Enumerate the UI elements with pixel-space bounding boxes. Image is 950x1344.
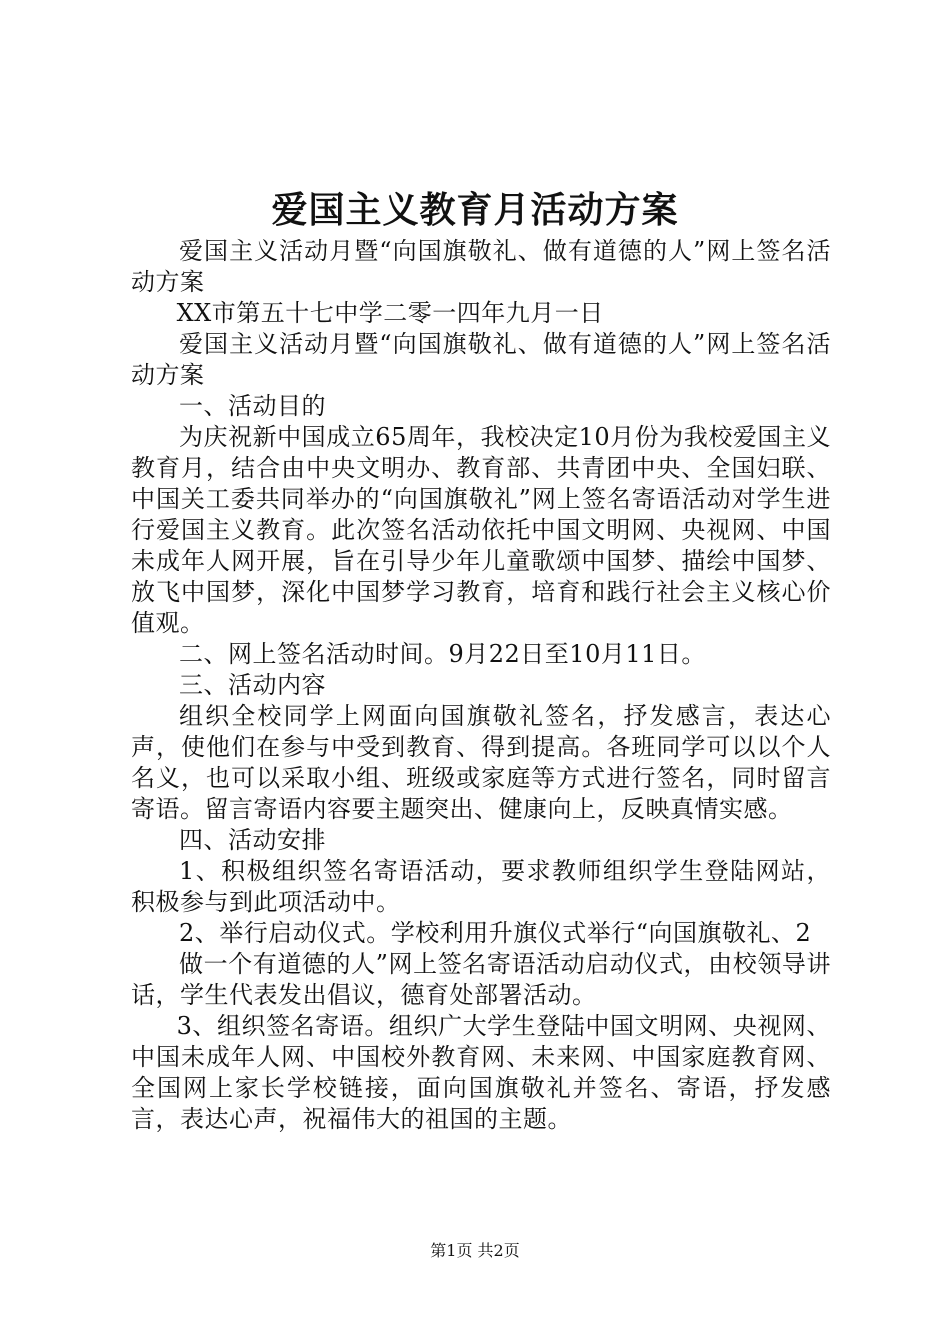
document-title: 爱国主义教育月活动方案 (271, 189, 679, 231)
paragraph-school-date: XX市第五十七中学二零一四年九月一日 (176, 299, 604, 327)
page-number-footer: 第1页 共2页 (430, 1241, 520, 1260)
heading-section-3: 三、活动内容 (179, 671, 326, 699)
document-body (131, 236, 831, 1135)
paragraph-subtitle: 爱国主义活动月暨“向国旗敬礼、做有道德的人”网上签名活动方案 (131, 237, 831, 296)
heading-section-4: 四、活动安排 (179, 826, 326, 854)
paragraph-arrangement-1: 1、积极组织签名寄语活动，要求教师组织学生登陆网站，积极参与到此项活动中。 (131, 857, 831, 916)
heading-section-1: 一、活动目的 (179, 392, 326, 420)
paragraph-content: 组织全校同学上网面向国旗敬礼签名，抒发感言，表达心声，使他们在参与中受到教育、得到提高。各班同学可以以个人名义，也可以采取小组、班级或家庭等方式进行签名，同时留言寄语。留言寄语内容要主题突出、健康向上，反映真情实感。 (131, 702, 831, 823)
paragraph-subtitle-repeat: 爱国主义活动月暨“向国旗敬礼、做有道德的人”网上签名活动方案 (131, 330, 831, 389)
paragraph-arrangement-2: 2、举行启动仪式。学校利用升旗仪式举行“向国旗敬礼、2 (179, 919, 812, 947)
paragraph-arrangement-2-continued: 做一个有道德的人”网上签名寄语活动启动仪式，由校领导讲话，学生代表发出倡议，德育处部署活动。 (131, 950, 831, 1009)
paragraph-purpose: 为庆祝新中国成立65周年，我校决定10月份为我校爱国主义教育月，结合由中央文明办、教育部、共青团中央、全国妇联、中国关工委共同举办的“向国旗敬礼”网上签名寄语活动对学生进行爱国主义教育。此次签名活动依托中国文明网、央视网、中国未成年人网开展，旨在引导少年儿童歌颂中国梦、描绘中国梦、放飞中国梦，深化中国梦学习教育，培育和践行社会主义核心价值观。 (131, 423, 831, 637)
paragraph-time: 二、网上签名活动时间。9月22日至10月11日。 (179, 640, 706, 668)
paragraph-arrangement-3: 3、组织签名寄语。组织广大学生登陆中国文明网、央视网、中国未成年人网、中国校外教育网、未来网、中国家庭教育网、全国网上家长学校链接，面向国旗敬礼并签名、寄语，抒发感言，表达心声，祝福伟大的祖国的主题。 (131, 1012, 831, 1133)
